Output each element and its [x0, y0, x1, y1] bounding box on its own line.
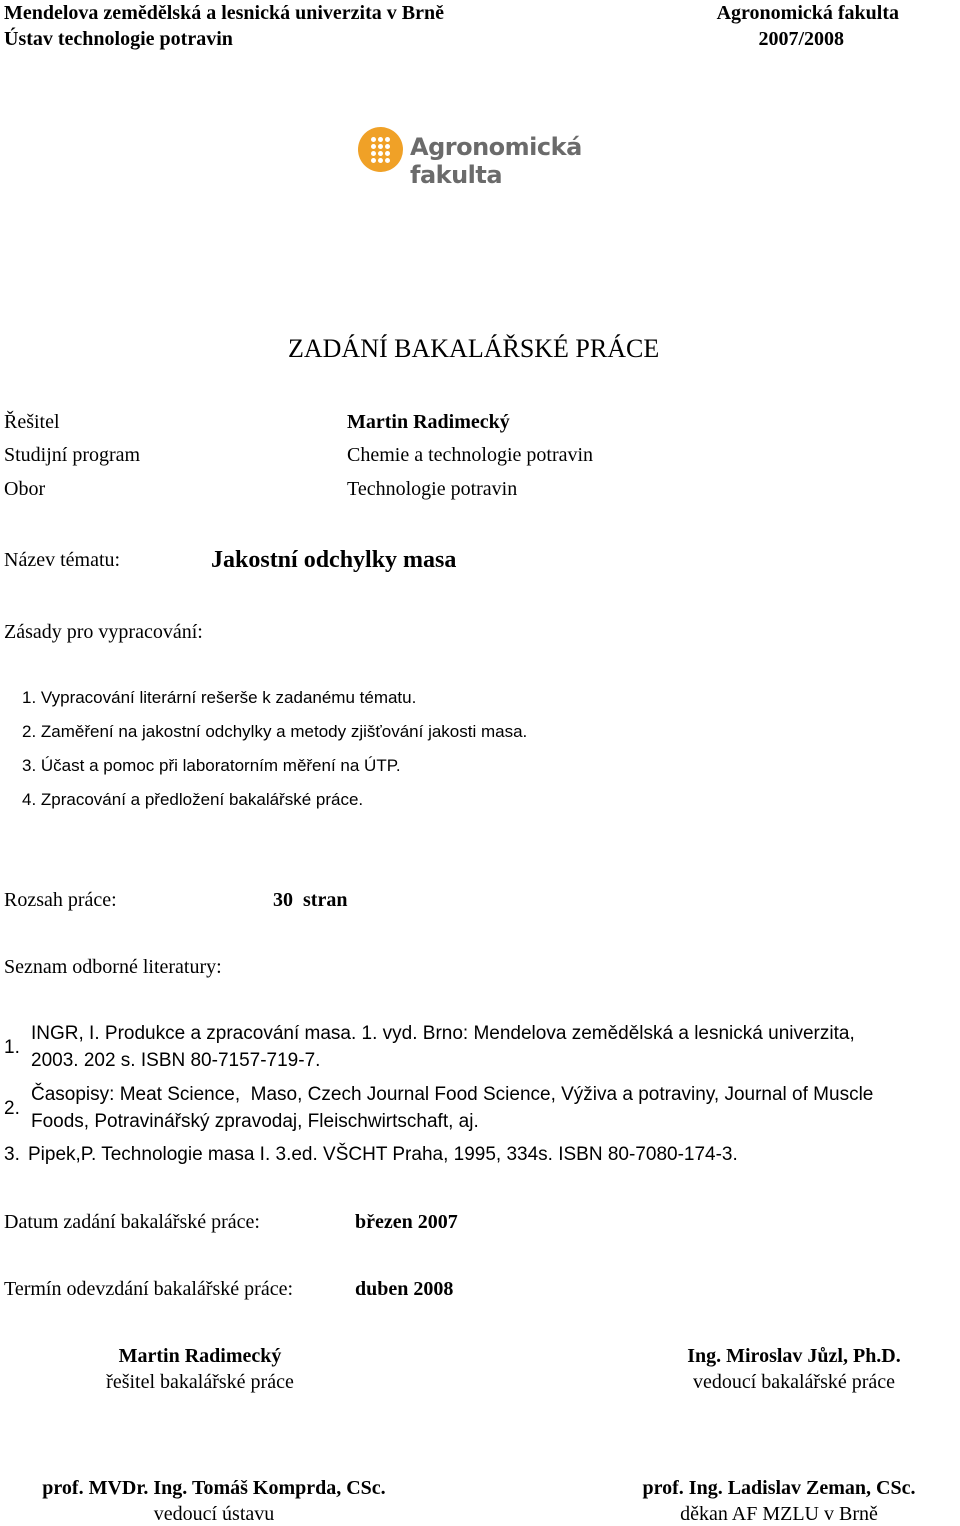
supervisor-signature-name: Ing. Miroslav Jůzl, Ph.D.	[687, 1345, 901, 1367]
scope-value: 30 stran	[273, 889, 348, 911]
document-title: ZADÁNÍ BAKALÁŘSKÉ PRÁCE	[288, 334, 660, 363]
literature-item-line: INGR, I. Produkce a zpracování masa. 1. vyd. Brno: Mendelova zemědělská a lesnická univerzita,	[31, 1023, 855, 1044]
scope-label: Rozsah práce:	[4, 889, 117, 911]
field-value: Technologie potravin	[347, 478, 518, 500]
field-label: Obor	[4, 478, 46, 500]
solver-signature-role: řešitel bakalářské práce	[106, 1371, 294, 1393]
solver-value: Martin Radimecký	[347, 411, 510, 433]
due-date-label: Termín odevzdání bakalářské práce:	[4, 1278, 294, 1300]
principle-item: 1. Vypracování literární rešerše k zadanému tématu.	[22, 688, 417, 707]
supervisor-signature-role: vedoucí bakalářské práce	[692, 1371, 896, 1393]
faculty-logo	[358, 125, 582, 189]
topic-label: Název tématu:	[4, 549, 121, 571]
topic-value: Jakostní odchylky masa	[211, 547, 457, 573]
principle-item: 2. Zaměření na jakostní odchylky a metody zjišťování jakosti masa.	[22, 722, 528, 741]
logo-text-line2: fakulta	[410, 161, 503, 189]
assigned-date-value: březen 2007	[355, 1211, 458, 1233]
literature-item-line: Foods, Potravinářský zpravodaj, Fleischwirtschaft, aj.	[31, 1111, 479, 1132]
solver-label: Řešitel	[4, 411, 60, 433]
academic-year: 2007/2008	[758, 28, 844, 50]
head-signature-role: vedoucí ústavu	[153, 1503, 275, 1525]
due-date-value: duben 2008	[355, 1278, 454, 1300]
dean-signature-role: děkan AF MZLU v Brně	[680, 1503, 878, 1525]
literature-number: 3.	[4, 1144, 20, 1165]
solver-signature-name: Martin Radimecký	[118, 1345, 282, 1367]
literature-label: Seznam odborné literatury:	[4, 956, 222, 978]
principle-item: 3. Účast a pomoc při laboratorním měření na ÚTP.	[22, 756, 401, 775]
logo-text-line1: Agronomická	[410, 133, 582, 161]
faculty-name: Agronomická fakulta	[716, 2, 899, 24]
program-value: Chemie a technologie potravin	[347, 444, 594, 466]
head-signature-name: prof. MVDr. Ing. Tomáš Komprda, CSc.	[42, 1477, 386, 1499]
institute-name: Ústav technologie potravin	[4, 28, 233, 50]
literature-number: 2.	[4, 1098, 20, 1119]
dean-signature-name: prof. Ing. Ladislav Zeman, CSc.	[642, 1477, 916, 1499]
literature-item-line: Časopisy: Meat Science, Maso, Czech Journal Food Science, Výživa a potraviny, Journal of Muscle	[31, 1084, 874, 1105]
program-label: Studijní program	[4, 444, 141, 466]
university-name: Mendelova zemědělská a lesnická univerzita v Brně	[4, 2, 444, 24]
principles-label: Zásady pro vypracování:	[4, 621, 203, 643]
assigned-date-label: Datum zadání bakalářské práce:	[4, 1211, 260, 1233]
logo-mark-icon	[358, 127, 403, 172]
literature-number: 1.	[4, 1037, 20, 1058]
literature-item-line: 2003. 202 s. ISBN 80-7157-719-7.	[31, 1050, 321, 1071]
principle-item: 4. Zpracování a předložení bakalářské práce.	[22, 790, 364, 809]
literature-item-line: Pipek,P. Technologie masa I. 3.ed. VŠCHT Praha, 1995, 334s. ISBN 80-7080-174-3.	[28, 1144, 738, 1165]
